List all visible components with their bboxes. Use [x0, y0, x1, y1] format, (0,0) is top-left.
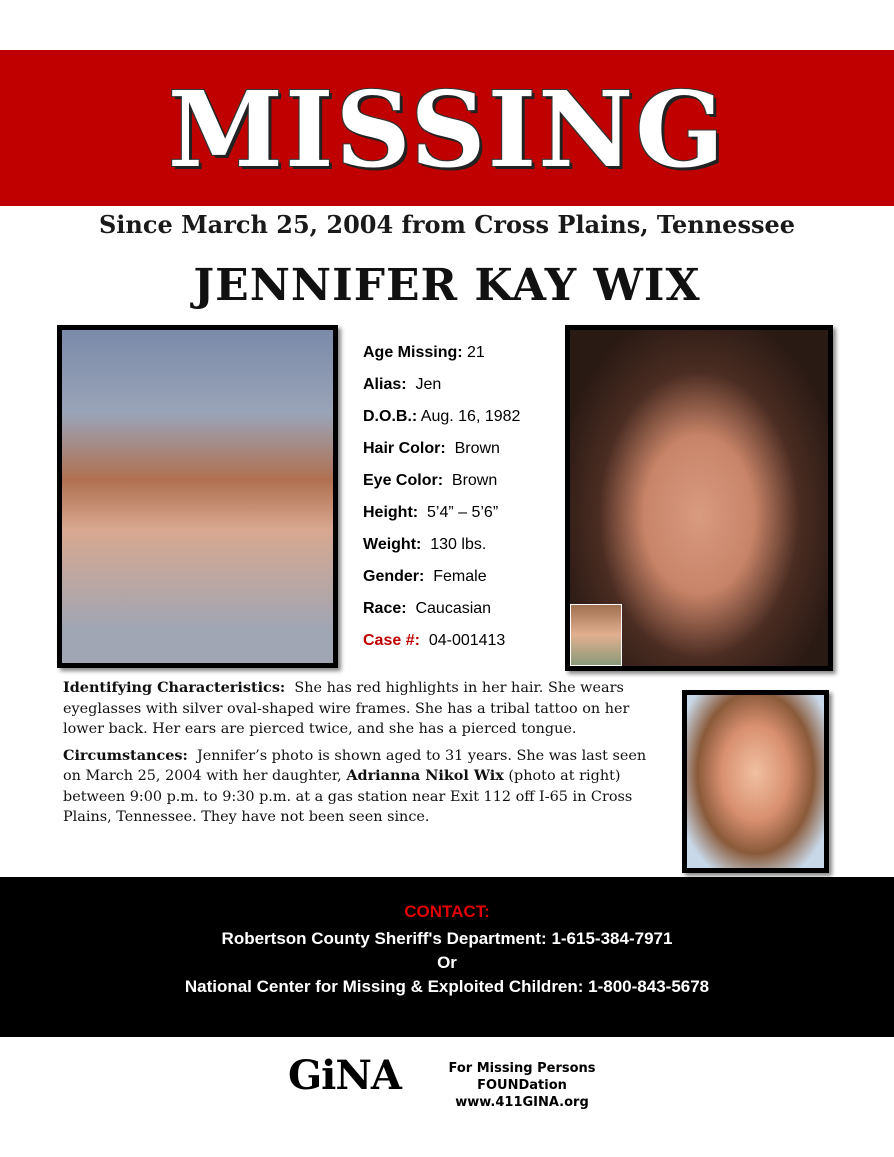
photo-age-progressed: [565, 325, 833, 671]
label: Height:: [363, 504, 419, 521]
poster-title: MISSING: [167, 68, 727, 191]
details-list: [363, 342, 563, 662]
value: Caucasian: [415, 600, 492, 617]
label: Identifying Characteristics:: [63, 679, 286, 696]
gina-logo-text: GiNA: [288, 1052, 401, 1099]
detail-age: [363, 342, 563, 374]
detail-race: [363, 598, 563, 630]
value: 130 lbs.: [430, 536, 487, 553]
label: Eye Color:: [363, 472, 444, 489]
value: Aug. 16, 1982: [420, 408, 521, 425]
label: Circumstances:: [63, 746, 188, 764]
contact-or: Or: [437, 953, 457, 972]
contact-sheriff: Robertson County Sheriff's Department: 1-615-384-7971: [221, 929, 673, 948]
detail-hair: [363, 438, 563, 470]
photo-jennifer: [57, 325, 338, 668]
value: Brown: [451, 472, 498, 489]
gina-logo: [288, 1052, 628, 1110]
missing-since: Since March 25, 2004 from Cross Plains, Tennessee: [98, 210, 796, 239]
text: Jennifer’s photo is shown aged to 31 years. She was last seen on March 25, 2004 with her daughter,: [63, 747, 647, 784]
text: (photo at right) between 9:00 p.m. to 9:30 p.m. at a gas station near Exit 112 off I-65 in Cross Plains, Tennessee. They have not been seen since.: [63, 768, 633, 825]
detail-gender: [363, 566, 563, 598]
contact-section: [0, 877, 894, 1037]
person-name: JENNIFER KAY WIX: [193, 260, 701, 311]
label: Hair Color:: [363, 440, 446, 457]
contact-label: CONTACT:: [404, 902, 490, 921]
value: Jen: [415, 376, 442, 393]
value: Female: [433, 568, 487, 585]
photo-adrianna: [682, 690, 829, 873]
contact-ncmec: National Center for Missing & Exploited Children: 1-800-843-5678: [184, 977, 710, 996]
label: Alias:: [363, 376, 407, 393]
detail-alias: [363, 374, 563, 406]
label: Weight:: [363, 536, 422, 553]
detail-case: [363, 630, 563, 662]
gina-tagline: For Missing Persons FOUNDation: [448, 1061, 596, 1093]
label: Case #:: [363, 632, 420, 649]
description: [63, 678, 663, 834]
label: Age Missing:: [363, 344, 463, 361]
value: 04-001413: [428, 632, 506, 649]
circumstances: [63, 746, 663, 828]
detail-dob: [363, 406, 563, 438]
label: Race:: [363, 600, 407, 617]
identifying-characteristics: [63, 678, 663, 740]
detail-height: [363, 502, 563, 534]
daughter-name: Adrianna Nikol Wix: [346, 767, 504, 784]
label: Gender:: [363, 568, 425, 585]
photo-thumbnail: [570, 604, 622, 666]
detail-eye: [363, 470, 563, 502]
value: Brown: [454, 440, 500, 457]
gina-tagline-block: [416, 1060, 628, 1111]
value: 5’4” – 5’6”: [427, 504, 499, 521]
value: 21: [467, 344, 485, 361]
gina-url[interactable]: www.411GINA.org: [455, 1095, 589, 1110]
label: D.O.B.:: [363, 408, 418, 425]
detail-weight: [363, 534, 563, 566]
text: She has red highlights in her hair. She wears eyeglasses with silver oval-shaped wire frames. She has a tribal tattoo on her lower back. Her ears are pierced twice, and she has a pierced tongue.: [63, 680, 630, 737]
